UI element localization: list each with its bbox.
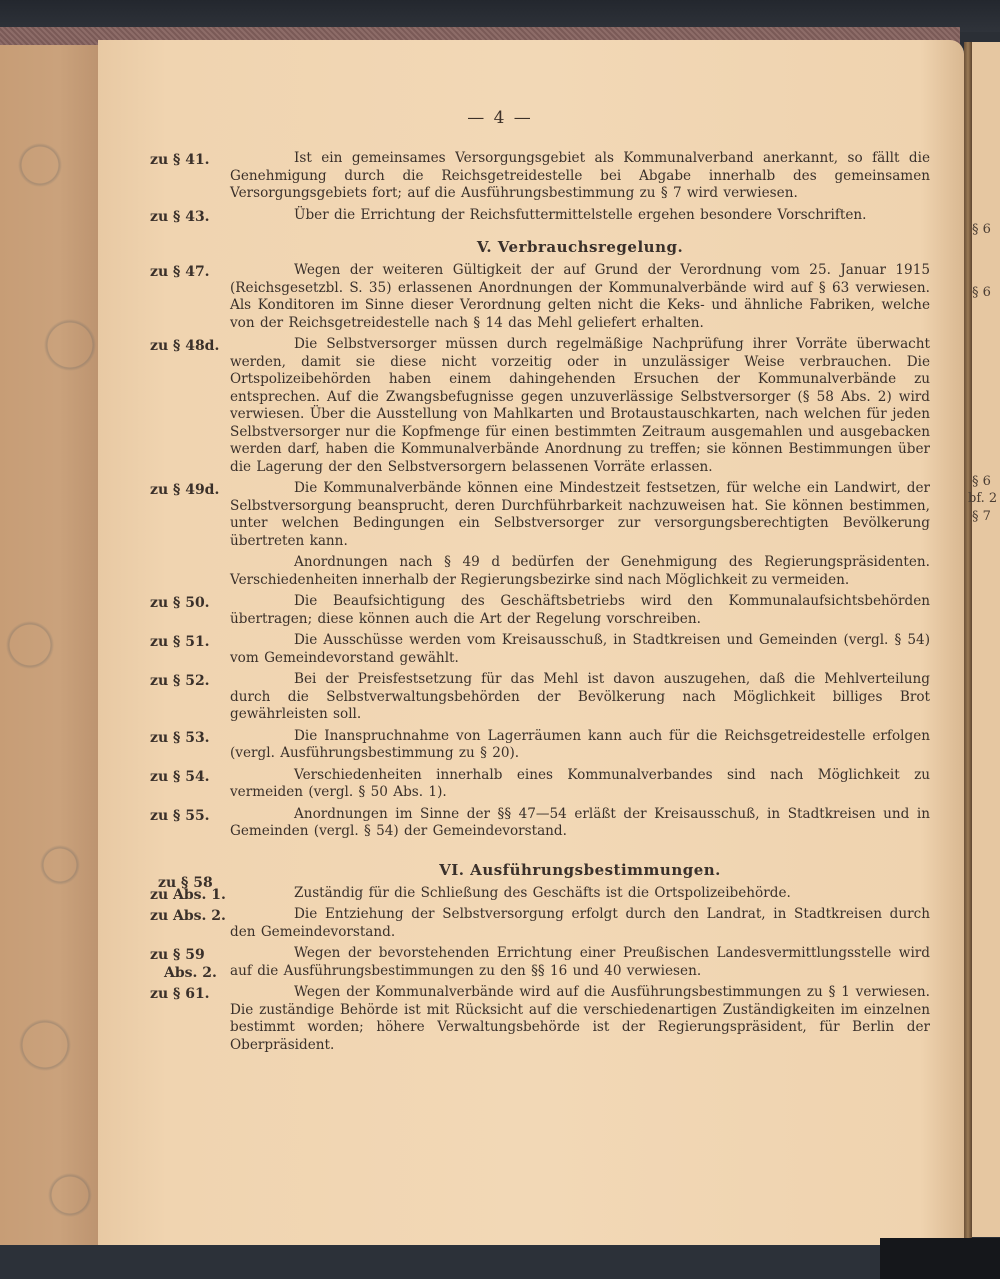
provision-text: Ist ein gemeinsames Versorgungsgebiet als Kommunalverband anerkannt, so fällt die Genehmigung durch die Reichsgetreidestelle bei Abgabe innerhalb des gemeinsamen Versorgungsgebiets fort; auf die Ausführungsbestimmung zu § 7 wird verwiesen. <box>230 150 930 201</box>
provision-text: Die Ausschüsse werden vom Kreisausschuß, in Stadtkreisen und Gemeinden (vergl. § 54) vom Gemeindevorstand gewählt. <box>230 632 930 666</box>
provision-label: zu Abs. 1. <box>150 886 226 903</box>
book-cover-bottom <box>0 1245 1000 1279</box>
provision-label: zu § 49d. <box>150 482 220 498</box>
provision-text: Über die Errichtung der Reichsfuttermittelstelle ergehen besondere Vorschriften. <box>294 206 867 223</box>
provision-entry <box>150 806 930 841</box>
next-page-label: § 6 <box>972 285 991 300</box>
provision-label: zu § 54. <box>150 768 210 785</box>
provision-entry <box>150 336 930 476</box>
provision-text: Zuständig für die Schließung des Geschäfts ist die Ortspolizeibehörde. <box>294 884 791 901</box>
provision-text-continued: Anordnungen nach § 49 d bedürfen der Genehmigung des Regierungspräsidenten. Verschiedenheiten innerhalb der Regierungsbezirke sind nach Möglichkeit zu vermeiden. <box>230 554 930 588</box>
provision-text: Die Beaufsichtigung des Geschäftsbetriebs wird den Kommunalaufsichtsbehörden übertragen; diese können auch die Art der Regelung vorschreiben. <box>230 593 930 627</box>
provision-label: zu § 41. <box>150 152 210 168</box>
provision-label: zu § 53. <box>150 729 210 746</box>
provision-label: zu Abs. 2. <box>150 908 226 924</box>
provision-text: Bei der Preisfestsetzung für das Mehl ist davon auszugehen, daß die Mehlverteilung durch die Selbstverwaltungsbehörden der Bevölkerung nach Möglichkeit billiges Brot gewährleisten soll. <box>230 671 930 722</box>
provision-entry <box>150 984 930 1054</box>
next-page-label: § 6 <box>972 474 991 489</box>
provision-text: Die Inanspruchnahme von Lagerräumen kann auch für die Reichsgetreidestelle erfolgen (vergl. Ausführungsbestimmung zu § 20). <box>230 727 930 761</box>
provision-text: Anordnungen im Sinne der §§ 47—54 erläßt der Kreisausschuß, in Stadtkreisen und in Gemeinden (vergl. § 54) der Gemeindevorstand. <box>230 805 930 839</box>
provision-group-label: zu § 58 <box>158 874 213 891</box>
provision-text: Die Entziehung der Selbstversorgung erfolgt durch den Landrat, in Stadtkreisen durch den Gemeindevorstand. <box>230 906 930 940</box>
provision-entry <box>150 728 930 763</box>
provision-entry <box>150 671 930 724</box>
section-heading: VI. Ausführungsbestimmungen. <box>439 860 721 879</box>
provision-entry <box>150 480 930 550</box>
provision-entry <box>150 885 930 903</box>
book-cover-corner <box>880 1238 1000 1279</box>
next-page-label: bf. 2 <box>968 491 998 506</box>
section-heading: V. Verbrauchsregelung. <box>476 238 684 256</box>
provision-entry <box>150 593 930 628</box>
page-number: — 4 — <box>467 108 533 128</box>
next-page-edge <box>968 42 1000 1237</box>
provision-text: Wegen der weiteren Gültigkeit der auf Grund der Verordnung vom 25. Januar 1915 (Reichsgesetzbl. S. 35) erlassenen Anordnungen der Kommunalverbände wird auf § 63 verwiesen. Als Konditoren im Sinne dieser Verordnung gelten nicht die Keks- und ähnliche Fabriken, welche von der Reichsgetreidestelle nach § 14 das Mehl geliefert erhalten. <box>230 262 930 331</box>
provision-entry <box>150 262 930 332</box>
provision-text: Wegen der bevorstehenden Errichtung einer Preußischen Landesvermittlungsstelle wird auf die Ausführungsbestimmungen zu den §§ 16 und 40 verwiesen. <box>230 945 930 979</box>
provision-entry <box>150 945 930 980</box>
marbled-endpaper <box>0 45 99 1250</box>
provision-label: zu § 52. <box>150 673 210 689</box>
next-page-label: § 6 <box>972 222 991 237</box>
page-content <box>150 150 930 1054</box>
book-gutter <box>964 42 972 1242</box>
provision-label: zu § 61. <box>150 986 210 1002</box>
provision-sublabel: Abs. 2. <box>164 965 217 981</box>
provision-entry <box>150 906 930 941</box>
provision-label: zu § 47. <box>150 264 210 280</box>
provision-label: zu § 50. <box>150 595 210 611</box>
provision-label: zu § 43. <box>150 208 210 225</box>
provision-label: zu § 55. <box>150 807 210 824</box>
provision-text: Wegen der Kommunalverbände wird auf die Ausführungsbestimmungen zu § 1 verwiesen. Die zuständige Behörde ist mit Rücksicht auf die verschiedenartigen Zuständigkeiten im einzelnen bestimmt worden; höhere Verwaltungsbehörde ist der Regierungspräsident, für Berlin der Oberpräsident. <box>230 984 930 1053</box>
provision-label: zu § 59 <box>150 947 205 963</box>
next-page-label: § 7 <box>972 509 991 524</box>
provision-entry <box>150 207 930 225</box>
provision-text: Verschiedenheiten innerhalb eines Kommunalverbandes sind nach Möglichkeit zu vermeiden (vergl. § 50 Abs. 1). <box>230 766 930 800</box>
provision-text: Die Selbstversorger müssen durch regelmäßige Nachprüfung ihrer Vorräte überwacht werden, damit sie diese nicht vorzeitig oder in unzulässiger Weise verbrauchen. Die Ortspolizeibehörden haben einem dahingehenden Ersuchen der Kommunalverbände zu entsprechen. Auf die Zwangsbefugnisse gegen unzuverlässige Selbstversorger (§ 58 Abs. 2) wird verwiesen. Über die Ausstellung von Mahlkarten und Brotaustauschkarten, nach welchen für jeden Selbstversorger nur die Kopfmenge für einen bestimmten Zeitraum ausgemahlen und ausgebacken werden darf, haben die Kommunalverbände Anordnung zu treffen; sie können Bestimmungen über die Lagerung der den Selbstversorgern belassenen Vorräte erlassen. <box>230 336 930 475</box>
provision-label: zu § 51. <box>150 634 210 650</box>
provision-label: zu § 48d. <box>150 338 220 354</box>
provision-entry <box>150 632 930 667</box>
provision-text: Die Kommunalverbände können eine Mindestzeit festsetzen, für welche ein Landwirt, der Selbstversorgung beansprucht, deren Durchführbarkeit nachzuweisen hat. Sie können bestimmen, unter welchen Bedingungen ein Selbstversorger zur versorgungsberechtigten Bevölkerung übertreten kann. <box>230 480 930 549</box>
provision-entry <box>150 767 930 802</box>
provision-entry <box>150 150 930 203</box>
